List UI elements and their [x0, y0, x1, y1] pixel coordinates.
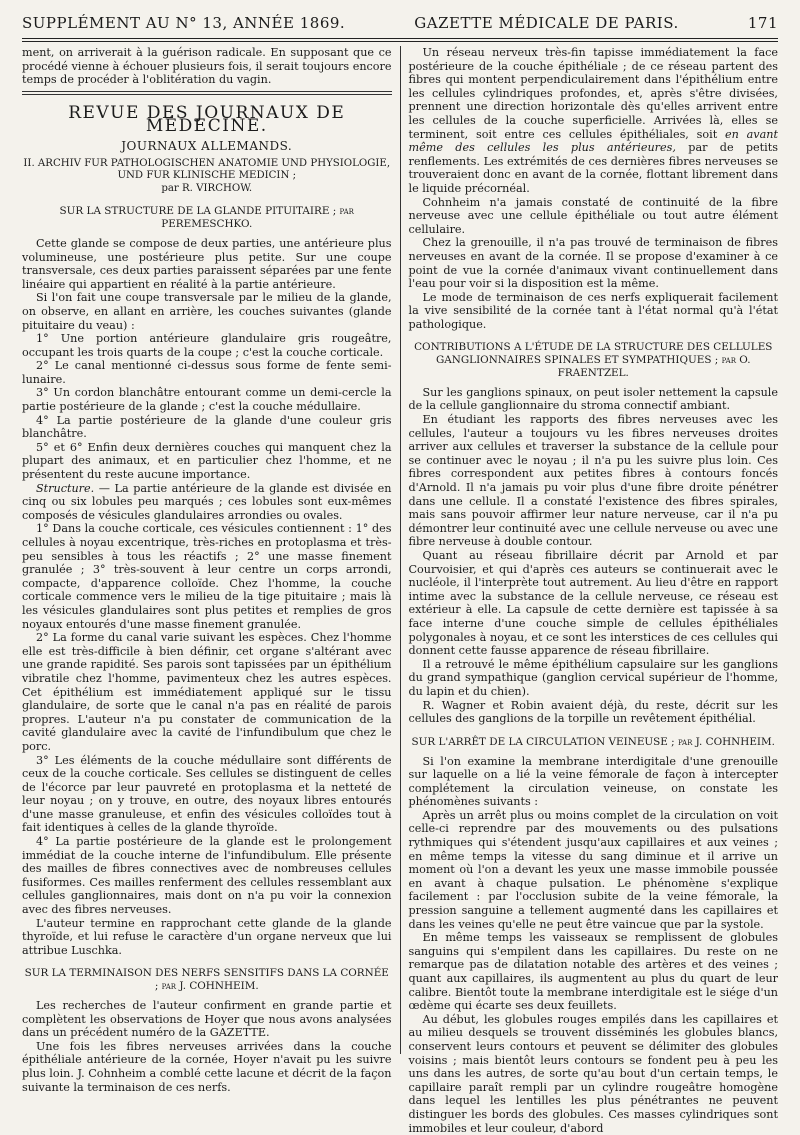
journal-name: II. ARCHIV FUR PATHOLOGISCHEN ANATOMIE UND PHYSIOLOGIE, UND FUR KLINISCHE MEDICIN ; [23, 157, 391, 182]
divider [22, 94, 392, 95]
left-column [22, 46, 400, 1094]
list-item: 3° Les éléments de la couche médullaire sont différents de ceux de la couche corticale. Ses cellules se distinguent de celles de l'écorce par leur pauvreté en protoplasma et la netteté de leur noyau ; on y trouve, en outre, des noyaux libres entourés d'une masse granuleuse, et enfin des vésicules colloïdes tout à fait identiques à celles de la glande thyroïde. [22, 753, 392, 835]
page-columns [22, 46, 778, 1135]
paragraph [409, 46, 779, 196]
section-subtitle: JOURNAUX ALLEMANDS. [121, 138, 293, 153]
article-title: SUR LA STRUCTURE DE LA GLANDE PITUITAIRE ; par PEREMESCHKO. [59, 205, 354, 231]
text-run: par de petits renflements. Les extrémités de ces dernières fibres nerveuses se trouveraient donc en avant de la cornée, flottant librement dans le liquide précornéal. [408, 141, 778, 195]
paragraph: En même temps les vaisseaux se remplissent de globules sanguins qui s'empilent dans les capillaires. Du reste on ne remarque pas de dilatation notable des artères et des veines ; quant aux capillaires, ils augmentent au plus du quart de leur calibre. Bientôt toute la membrane interdigitale est le siége d'un œdème qui écarte ses deux feuillets. [408, 931, 778, 1013]
paragraph: Cohnheim n'a jamais constaté de continuité de la fibre nerveuse avec une cellule épithéliale ou tout autre élément cellulaire. [408, 195, 778, 236]
structure-label: Structure. [36, 481, 95, 495]
paragraph: Cette glande se compose de deux parties, une antérieure plus volumineuse, une postérieure plus petite. Sur une coupe transversale, ces deux parties paraissent séparées par une fente linéaire qui appartient en réalité à la partie antérieure. [22, 236, 392, 291]
paragraph: Quant au réseau fibrillaire décrit par Arnold et par Courvoisier, et qui d'après ces auteurs se continuerait avec le nucléole, il l'interprète tout autrement. Au lieu d'être en rapport intime avec la substance de la cellule nerveuse, ce réseau est extérieur à elle. La capsule de cette dernière est tapissée à sa face interne d'une couche simple de cellules épithéliales polygonales à noyau, et ce sont les interstices de ces cellules qui donnent cette fausse apparence de réseau fibrillaire. [408, 548, 778, 658]
header-rule [22, 38, 778, 39]
right-column [400, 46, 779, 1135]
paragraph: Au début, les globules rouges empilés dans les capillaires et au milieu desquels se trouvent disséminés les globules blancs, conservent leurs contours et peuvent se délimiter des globules voisins ; mais bientôt leurs contours se fondent peu à peu les uns dans les autres, de sorte qu'au bout d'un certain temps, le capillaire paraît rempli par un cylindre rougeâtre homogène dans lequel les lentilles les plus pénétrantes ne peuvent distinguer les bords des globules. Ces masses cylindriques sont immobiles et leur couleur, d'abord [408, 1012, 778, 1135]
continued-text: ment, on arriverait à la guérison radicale. En supposant que ce procédé vienne à échouer plusieurs fois, il serait toujours encore temps de procéder à l'oblitération du vagin. [22, 46, 392, 87]
header-rule-thin [22, 41, 778, 42]
page-header [22, 10, 778, 36]
paragraph: Chez la grenouille, il n'a pas trouvé de terminaison de fibres nerveuses en avant de la cornée. Il se propose d'examiner à ce point de vue la cornée d'animaux vivant continuellement dans l'eau pour voir si la disposition est la même. [408, 236, 778, 291]
structure-text: — La partie antérieure de la glande est divisée en cinq ou six lobules peu marqués ; ces lobules sont eux-mêmes composés de vésicules glandulaires arrondies ou ovales. [22, 481, 392, 522]
paragraph: Après un arrêt plus ou moins complet de la circulation on voit celle-ci reprendre par des mouvements ou des pulsations rythmiques qui s'étendent jusqu'aux capillaires et aux veines ; en même temps la vitesse du sang diminue et il arrive un moment où l'on a devant les yeux une masse immobile poussée en avant à chaque pulsation. Le phénomène s'explique facilement : par l'occlusion subite de la veine fémorale, la pression sanguine a tellement augmenté dans les capillaires et dans les veines qu'elle ne peut être vaincue que par la systole. [408, 808, 778, 931]
list-item: 1° Dans la couche corticale, ces vésicules contiennent : 1° des cellules à noyau excentrique, très-riches en protoplasma et très-peu sensibles à tous les réactifs ; 2° une masse finement granulée ; 3° très-souvent à leur centre un corps arrondi, compacte, d'apparence colloïde. Chez l'homme, la couche corticale commence vers le milieu de la tige pituitaire ; mais là les vésicules glandulaires sont plus petites et remplies de gros noyaux entourés d'une masse finement granulée. [22, 522, 392, 631]
list-item: 5° et 6° Enfin deux dernières couches qui manquent chez la plupart des animaux, et en particulier chez l'homme, et ne présentent du reste aucune importance. [22, 440, 392, 482]
list-item: 1° Une portion antérieure glandulaire gris rougeâtre, occupant les trois quarts de la coupe ; c'est la couche corticale. [22, 332, 392, 359]
paragraph: Le mode de terminaison de ces nerfs expliquerait facilement la vive sensibilité de la cornée tant à l'état normal qu'à l'état pathologique. [408, 290, 778, 331]
paragraph: Sur les ganglions spinaux, on peut isoler nettement la capsule de la cellule ganglionnaire du stroma connectif ambiant. [408, 385, 778, 413]
paragraph [22, 482, 392, 523]
emphasis: en avant même des cellules les plus antérieures, [408, 127, 778, 155]
paragraph: Il a retrouvé le même épithélium capsulaire sur les ganglions du grand sympathique (ganglion cervical supérieur de l'homme, du lapin et du chien). [408, 657, 778, 698]
journal-editor: par R. VIRCHOW. [161, 182, 253, 194]
article-title: CONTRIBUTIONS A L'ÉTUDE DE LA STRUCTURE DES CELLULES GANGLIONNAIRES SPINALES ET SYMPATHIQUES ; par O. FRAENTZEL. [414, 341, 773, 380]
list-item: 2° Le canal mentionné ci-dessus sous forme de fente semi-lunaire. [22, 359, 392, 386]
list-item: 4° La partie postérieure de la glande est le prolongement immédiat de la couche interne de l'infundibulum. Elle présente des mailles de fibres connectives avec de nombreuses cellules fusiformes. Ces mailles renferment des cellules ressemblant aux cellules ganglionnaires, mais dont on n'a pu voir la connexion avec des fibres nerveuses. [22, 835, 392, 917]
list-item: 4° La partie postérieure de la glande d'une couleur gris blanchâtre. [22, 413, 392, 441]
list-item: 2° La forme du canal varie suivant les espèces. Chez l'homme elle est très-difficile à bien définir, cet organe s'altérant avec une grande rapidité. Ses parois sont tapissées par un épithélium vibratile chez l'homme, pavimenteux chez les autres espèces. Cet épithélium est immédiatement appliqué sur le tissu glandulaire, de sorte que le canal n'a pas en réalité de parois propres. L'auteur n'a pu constater de communication de la cavité glandulaire avec la cavité de l'infundibulum que chez le porc. [22, 631, 392, 753]
section-title: REVUE DES JOURNAUX DE MÉDECINE. [68, 102, 346, 137]
header-journal-title: GAZETTE MÉDICALE DE PARIS. [414, 14, 679, 32]
journal-reference [22, 158, 392, 196]
paragraph: Si l'on examine la membrane interdigitale d'une grenouille sur laquelle on a lié la veine fémorale de façon à intercepter complétement la circulation veineuse, on constate les phénomènes suivants : [408, 754, 778, 809]
article-title: SUR L'ARRÊT DE LA CIRCULATION VEINEUSE ; par J. COHNHEIM. [411, 735, 775, 748]
paragraph: Si l'on fait une coupe transversale par le milieu de la glande, on observe, en allant en arrière, les couches suivantes (glande pituitaire du veau) : [22, 291, 392, 332]
paragraph: En étudiant les rapports des fibres nerveuses avec les cellules, l'auteur a toujours vu les fibres nerveuses droites arriver aux cellules et traverser la substance de la cellule pour se continuer avec le noyau ; il n'a pu les suivre plus loin. Ces fibres correspondent aux petites fibres à contours foncés d'Arnold. Il n'a jamais pu voir plus d'une fibre droite pénétrer dans une cellule. Il a constaté l'existence des fibres spirales, mais sans pouvoir affirmer leur nature nerveuse, car il n'a pu démontrer leur continuité avec une cellule nerveuse ou avec une fibre nerveuse à double contour. [408, 413, 778, 549]
header-supplement: SUPPLÉMENT AU N° 13, ANNÉE 1869. [22, 14, 346, 32]
paragraph: Les recherches de l'auteur confirment en grande partie et complètent les observations de Hoyer que nous avons analysées dans un précédent numéro de la GAZETTE. [22, 999, 392, 1040]
text-run: Un réseau nerveux très-fin tapisse immédiatement la face postérieure de la couche épithéliale ; de ce réseau partent des fibres qui montent perpendiculairement dans l'épithélium entre les cellules cylindriques profondes, et, après s'être divisées, prennent une direction horizontale dès qu'elles arrivent entre les cellules de la couche superficielle. Arrivées là, elles se terminent, soit entre ces cellules épithéliales, soit [408, 46, 778, 141]
paragraph: Une fois les fibres nerveuses arrivées dans la couche épithéliale antérieure de la cornée, Hoyer n'avait pu les suivre plus loin. J. Cohnheim a comblé cette lacune et décrit de la façon suivante la terminaison de ces nerfs. [22, 1039, 392, 1094]
paragraph: R. Wagner et Robin avaient déjà, du reste, décrit sur les cellules des ganglions de la torpille un revêtement épithélial. [408, 698, 778, 726]
article-title: SUR LA TERMINAISON DES NERFS SENSITIFS DANS LA CORNÉE ; par J. COHNHEIM. [24, 967, 389, 993]
list-item: 3° Un cordon blanchâtre entourant comme un demi-cercle la partie postérieure de la glande ; c'est la couche médullaire. [22, 386, 392, 414]
divider [22, 91, 392, 92]
page-number: 171 [747, 14, 778, 32]
paragraph: L'auteur termine en rapprochant cette glande de la glande thyroïde, et lui refuse le caractère d'un organe nerveux que lui attribue Luschka. [22, 916, 392, 957]
